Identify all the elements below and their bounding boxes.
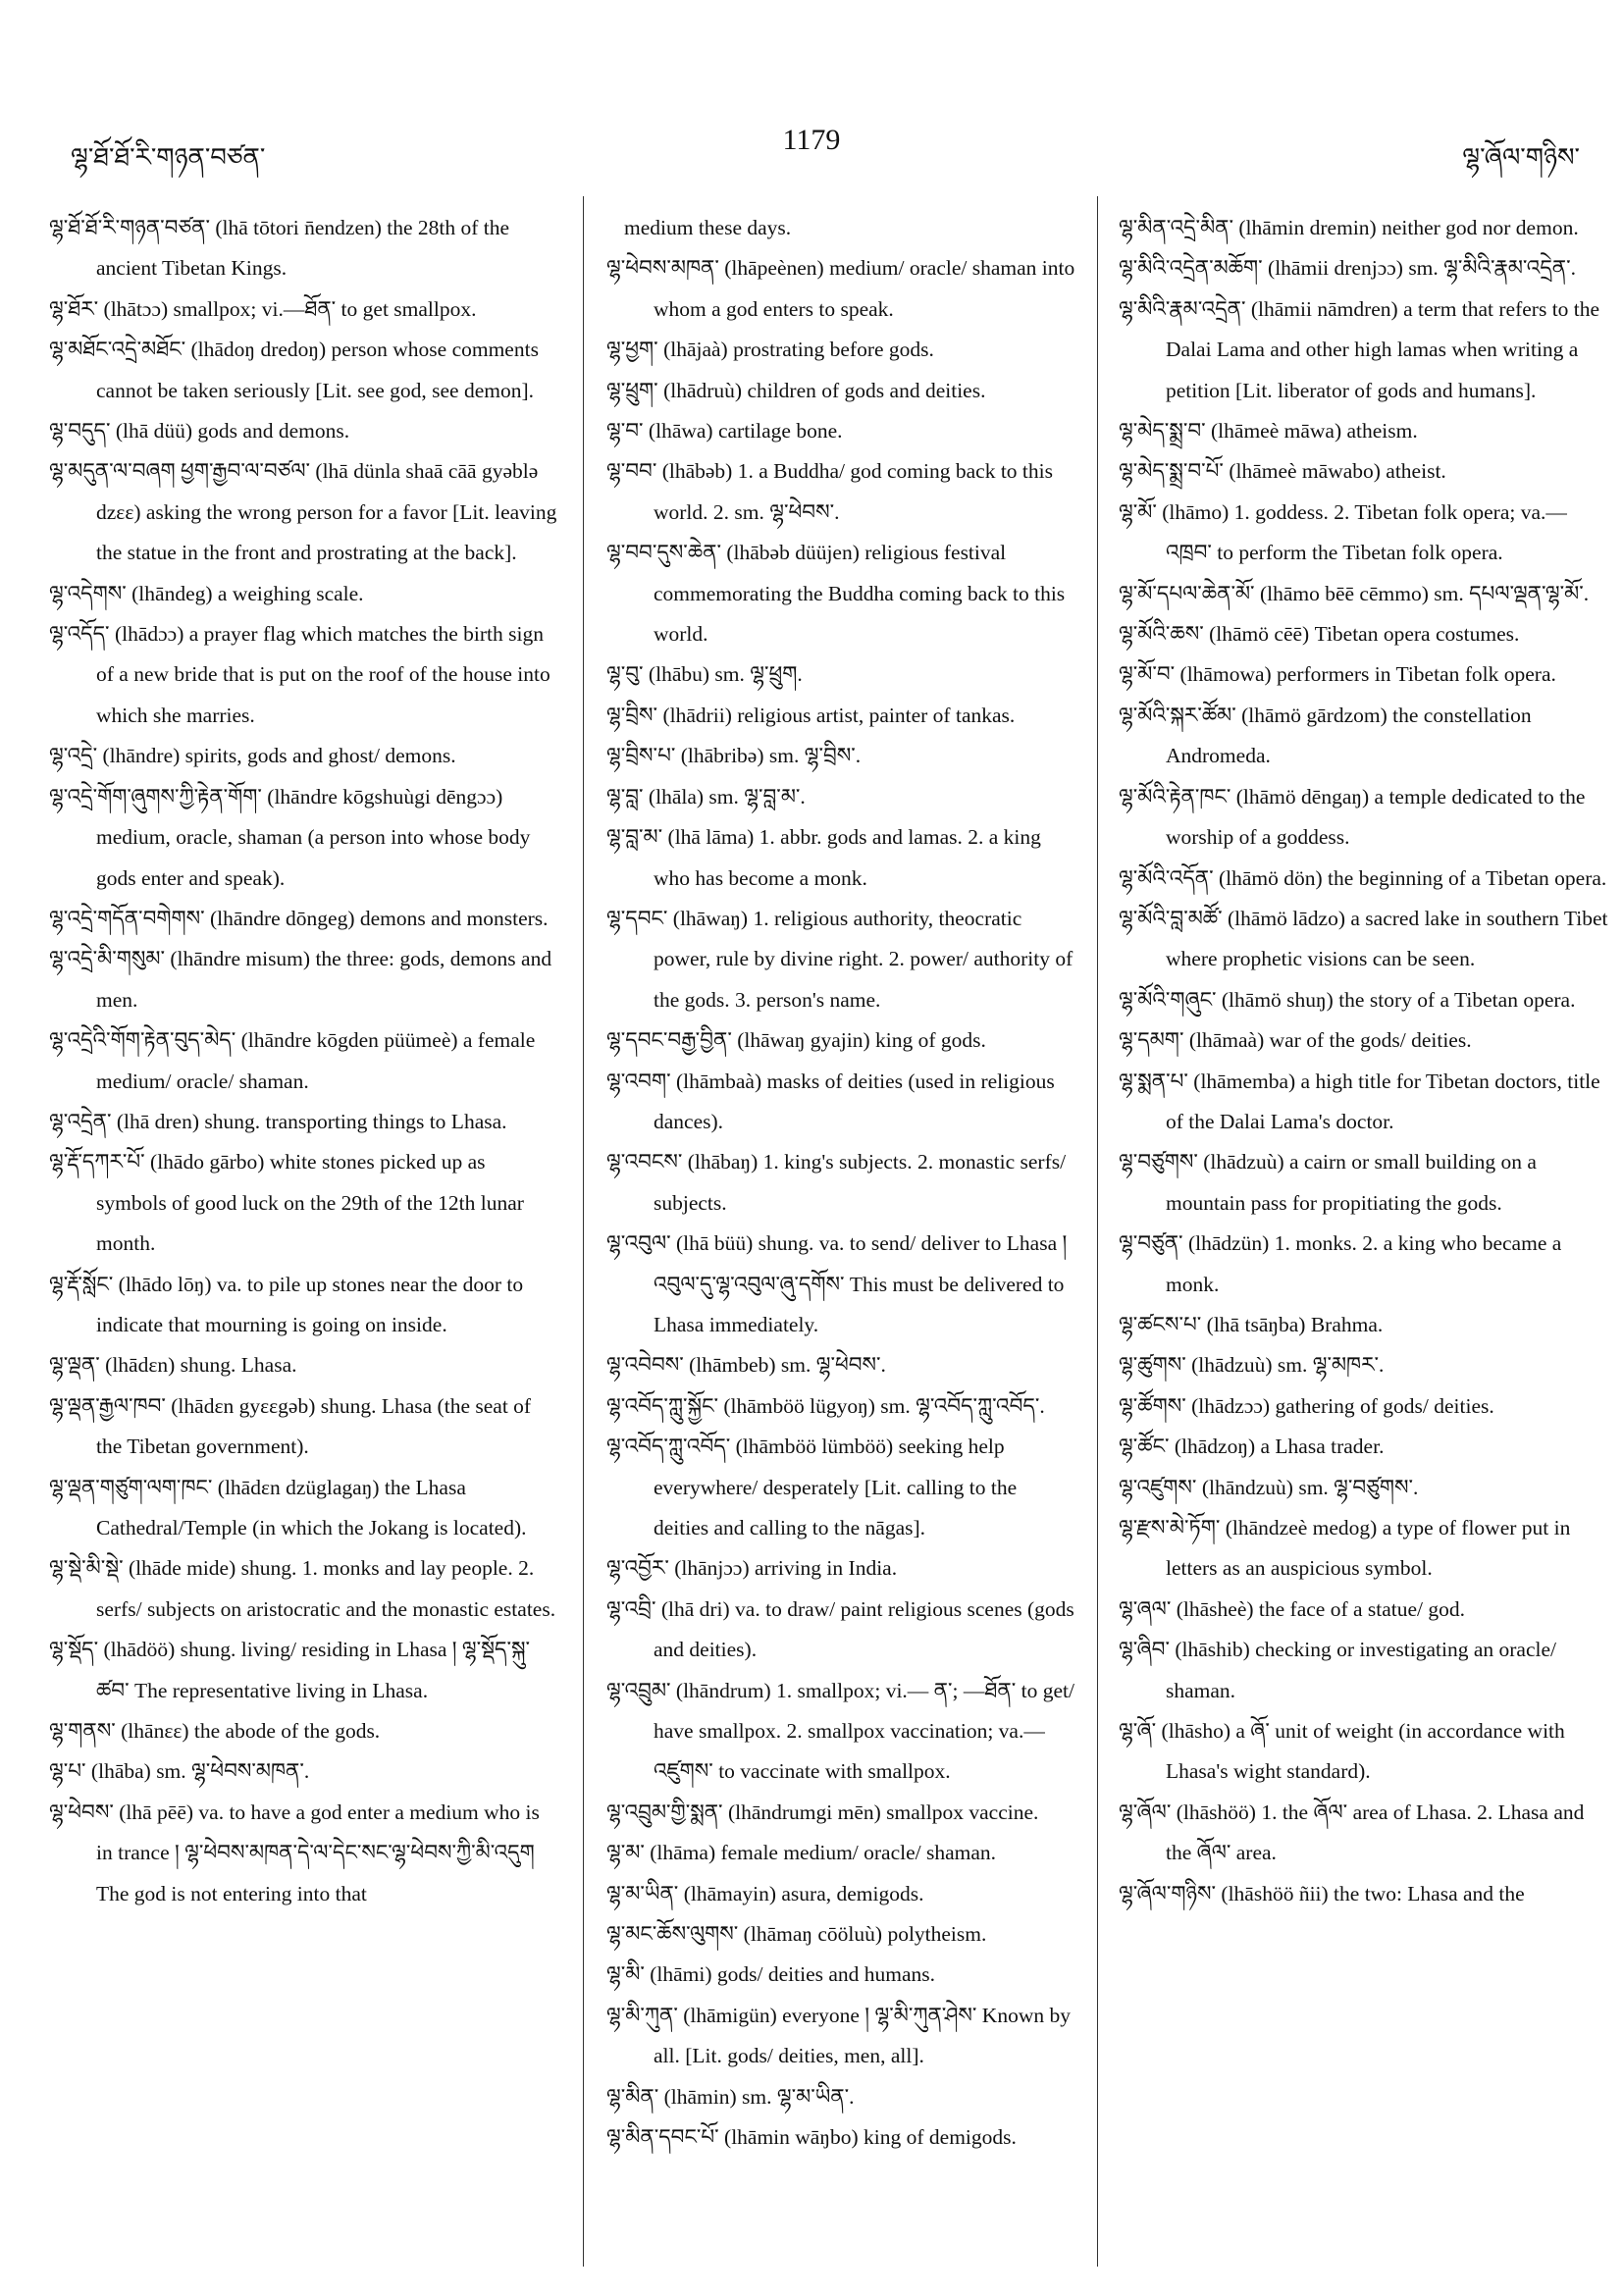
dictionary-entry: ལྷ་མོའི་གཞུང་ (lhāmö shuŋ) the story of a Tibetan opera. xyxy=(1119,987,1576,1012)
dictionary-entry: ལྷ་སྨན་པ་ (lhāmemba) a high title for Tibetan doctors, title of the Dalai Lama's doctor. xyxy=(1119,1069,1600,1133)
dictionary-entry: ལྷ་ཕྱག་ (lhājaà) prostrating before gods. xyxy=(606,338,934,362)
running-head-right: ལྷ་ཞོལ་གཉིས་ xyxy=(1462,143,1580,173)
dictionary-entry: ལྷ་མོ་དཔལ་ཆེན་མོ་ (lhāmo bēē cēmmo) sm. དཔལ་ལྡན་ལྷ་མོ་. xyxy=(1119,581,1590,605)
dictionary-entry: ལྷ་མཐོང་འདྲེ་མཐོང་ (lhādoŋ dredoŋ) person whose comments cannot be taken seriously [Lit. see god, see demon]. xyxy=(49,338,539,402)
dictionary-entry: ལྷ་བླ་མ་ (lhā lāma) 1. abbr. gods and lamas. 2. a king who has become a monk. xyxy=(606,825,1041,890)
dictionary-entry: ལྷ་མོའི་སྐར་ཚོམ་ (lhāmö gārdzom) the constellation Andromeda. xyxy=(1119,703,1532,768)
dictionary-entry: ལྷ་མིན་ (lhāmin) sm. ལྷ་མ་ཡིན་. xyxy=(606,2084,855,2109)
dictionary-entry: ལྷ་ཞོལ་གཉིས་ (lhāshöö ñii) the two: Lhasa and the xyxy=(1119,1881,1525,1905)
dictionary-entry: ལྷ་མང་ཆོས་ལུགས་ (lhāmaŋ cōöluù) polytheism. xyxy=(606,1922,987,1947)
dictionary-entry: ལྷ་ཐོ་ཐོ་རི་གཉན་བཙན་ (lhā tōtori n̄endzen) the 28th of the ancient Tibetan Kings. xyxy=(49,216,510,281)
dictionary-entry: ལྷ་མིའི་འདྲེན་མཆོག་ (lhāmii drenjɔɔ) sm. ལྷ་མིའི་རྣམ་འདྲེན་. xyxy=(1119,256,1577,281)
dictionary-entry: ལྷ་མ་ (lhāma) female medium/ oracle/ shaman. xyxy=(606,1841,997,1865)
dictionary-entry: ལྷ་མེད་སྨྲ་བ་པོ་ (lhāmeè māwabo) atheist. xyxy=(1119,459,1446,484)
dictionary-entry: ལྷ་འབྲུམ་གྱི་སྨན་ (lhāndrumgi mēn) smallpox vaccine. xyxy=(606,1800,1039,1824)
dictionary-entry: ལྷ་འདྲེའི་གོག་རྟེན་བུད་མེད་ (lhāndre kōgden püümeè) a female medium/ oracle/ shaman. xyxy=(49,1028,536,1093)
dictionary-entry: ལྷ་ཞོ་ (lhāsho) a ཞོ་ unit of weight (in accordance with Lhasa's wight standard). xyxy=(1119,1719,1565,1784)
dictionary-entry: ལྷ་འབྲི་ (lhā dri) va. to draw/ paint religious scenes (gods and deities). xyxy=(606,1596,1074,1662)
dictionary-entry: ལྷ་འབྲུམ་ (lhāndrum) 1. smallpox; vi.— ན་; —ཐོན་ to get/ have smallpox. 2. smallpox vaccination; va.—འཛུགས་ to vaccinate with smallpox. xyxy=(606,1678,1074,1784)
dictionary-entry: ལྷ་མི་ཀུན་ (lhāmigün) everyone ། ལྷ་མི་ཀུན་ཤེས་ Known by all. [Lit. gods/ deities, men, all]. xyxy=(606,2003,1071,2068)
dictionary-entry: ལྷ་ཞལ་ (lhāsheè) the face of a statue/ god. xyxy=(1119,1596,1466,1621)
dictionary-entry: ལྷ་འབོད་ཀླུ་སྐྱོང་ (lhāmböö lügyoŋ) sm. ལྷ་འབོད་ཀླུ་འབོད་. xyxy=(606,1393,1045,1418)
dictionary-entry: ལྷ་ཚོང་ (lhādzoŋ) a Lhasa trader. xyxy=(1119,1435,1385,1459)
dictionary-entry: ལྷ་བཙུགས་ (lhādzuù) a cairn or small building on a mountain pass for propitiating the gods. xyxy=(1119,1150,1537,1215)
dictionary-entry: ལྷ་མོའི་བླ་མཚོ་ (lhāmö lādzo) a sacred lake in southern Tibet where prophetic visions can be seen. xyxy=(1119,906,1608,971)
dictionary-entry: ལྷ་རྡོ་དཀར་པོ་ (lhādo gārbo) white stones picked up as symbols of good luck on the 29th of the 12th lunar month. xyxy=(49,1150,524,1256)
dictionary-entry: ལྷ་མེད་སྨྲ་བ་ (lhāmeè māwa) atheism. xyxy=(1119,419,1418,444)
dictionary-entry: ལྷ་འཛུགས་ (lhāndzuù) sm. ལྷ་བཙུགས་. xyxy=(1119,1475,1419,1499)
dictionary-entry: ལྷ་མོའི་འདོན་ (lhāmö dön) the beginning of a Tibetan opera. xyxy=(1119,865,1607,890)
dictionary-entry: ལྷ་འབག་ (lhāmbaà) masks of deities (used in religious dances). xyxy=(606,1069,1055,1133)
dictionary-entry: ལྷ་ལྡན་གཙུག་ལག་ཁང་ (lhādεn dzüglagaŋ) the Lhasa Cathedral/Temple (in which the Jokang is located). xyxy=(49,1475,527,1539)
dictionary-entry: ལྷ་མ་ཡིན་ (lhāmayin) asura, demigods. xyxy=(606,1881,924,1905)
dictionary-entry: ལྷ་བུ་ (lhābu) sm. ལྷ་ཕྲུག. xyxy=(606,662,803,687)
column-divider xyxy=(1097,196,1098,2267)
running-head-left: ལྷ་ཐོ་ཐོ་རི་གཉན་བཙན་ xyxy=(71,143,266,173)
page-header xyxy=(0,116,1623,175)
dictionary-entry: ལྷ་རྫས་མེ་ཏོག་ (lhāndzeè medog) a type of flower put in letters as an auspicious symbol. xyxy=(1119,1516,1571,1581)
dictionary-column-2 xyxy=(606,208,1075,2269)
dictionary-entry: ལྷ་ལྡན་རྒྱལ་ཁབ་ (lhādεn gyεεgəb) shung. Lhasa (the seat of the Tibetan government). xyxy=(49,1393,532,1459)
dictionary-entry: ལྷ་སྡོད་ (lhādöö) shung. living/ residing in Lhasa ། ལྷ་སྡོད་སྐུ་ཚབ་ The representative living in Lhasa. xyxy=(49,1638,531,1702)
dictionary-entry: ལྷ་འབེབས་ (lhāmbeb) sm. ལྷ་ཕེབས་. xyxy=(606,1353,886,1378)
dictionary-entry: ལྷ་ཕྲུག་ (lhādruù) children of gods and deities. xyxy=(606,378,986,402)
dictionary-entry: ལྷ་འབངས་ (lhābaŋ) 1. king's subjects. 2. monastic serfs/ subjects. xyxy=(606,1150,1067,1215)
dictionary-entry: ལྷ་འདྲེ་གོག་ཞུགས་ཀྱི་རྟེན་གོག་ (lhāndre kōgshuùgi dēngɔɔ) medium, oracle, shaman (a person into whose body gods enter and speak). xyxy=(49,784,531,890)
dictionary-entry: ལྷ་གནས་ (lhānεε) the abode of the gods. xyxy=(49,1719,381,1744)
dictionary-entry: ལྷ་བབ་དུས་ཆེན་ (lhābəb düüjen) religious festival commemorating the Buddha coming back to this world. xyxy=(606,541,1066,647)
dictionary-entry: ལྷ་ལྡན་ (lhādεn) shung. Lhasa. xyxy=(49,1353,297,1378)
dictionary-entry: medium these days. xyxy=(624,216,792,239)
dictionary-entry: ལྷ་མདུན་ལ་བཞག ཕྱག་རྒྱབ་ལ་བཙལ་ (lhā dünla shaā cāā gyəblə dzεε) asking the wrong person for a favor [Lit. leaving the statue in the front and prostrating at the back]. xyxy=(49,459,557,565)
dictionary-entry: ལྷ་འདྲེ་གདོན་བགེགས་ (lhāndre dōngeg) demons and monsters. xyxy=(49,906,549,930)
dictionary-entry: ལྷ་དབང་ (lhāwaŋ) 1. religious authority, theocratic power, rule by divine right. 2. power/ authority of the gods. 3. person's name. xyxy=(606,906,1073,1012)
dictionary-entry: ལྷ་སྡེ་མི་སྡེ་ (lhāde mide) shung. 1. monks and lay people. 2. serfs/ subjects on aristocratic and the monastic estates. xyxy=(49,1556,556,1621)
dictionary-entry: ལྷ་བ་ (lhāwa) cartilage bone. xyxy=(606,419,843,444)
dictionary-entry: ལྷ་ཞིབ་ (lhāshib) checking or investigating an oracle/ shaman. xyxy=(1119,1638,1556,1702)
dictionary-entry: ལྷ་ཚུགས་ (lhādzuù) sm. ལྷ་མཁར་. xyxy=(1119,1353,1385,1378)
dictionary-column-1 xyxy=(49,208,559,2269)
dictionary-entry: ལྷ་མོའི་རྟེན་ཁང་ (lhāmö dēngaŋ) a temple dedicated to the worship of a goddess. xyxy=(1119,784,1586,850)
dictionary-entry: ལྷ་འབོད་ཀླུ་འབོད་ (lhāmböö lümböö) seeking help everywhere/ desperately [Lit. calling to the deities and calling to the nāgas]. xyxy=(606,1435,1018,1539)
dictionary-entry: ལྷ་པ་ (lhāba) sm. ལྷ་ཕེབས་མཁན་. xyxy=(49,1759,310,1784)
dictionary-entry: ལྷ་བབ་ (lhābəb) 1. a Buddha/ god coming back to this world. 2. sm. ལྷ་ཕེབས་. xyxy=(606,459,1053,524)
dictionary-entry: ལྷ་བྲིས་ (lhādrii) religious artist, painter of tankas. xyxy=(606,703,1016,727)
dictionary-entry: ལྷ་མི་ (lhāmi) gods/ deities and humans. xyxy=(606,1962,936,1987)
dictionary-entry: ལྷ་ཚངས་པ་ (lhā tsāŋba) Brahma. xyxy=(1119,1312,1384,1336)
dictionary-entry: ལྷ་ཐོར་ (lhātɔɔ) smallpox; vi.—ཐོན་ to get smallpox. xyxy=(49,296,477,321)
dictionary-entry: ལྷ་མིན་འདྲེ་མིན་ (lhāmin dremin) neither god nor demon. xyxy=(1119,216,1579,239)
dictionary-entry: ལྷ་མོ་ (lhāmo) 1. goddess. 2. Tibetan folk opera; va.—འཁྲབ་ to perform the Tibetan folk opera. xyxy=(1119,499,1567,565)
dictionary-entry: ལྷ་མོའི་ཆས་ (lhāmö cēē) Tibetan opera costumes. xyxy=(1119,622,1520,647)
dictionary-entry: ལྷ་བཙུན་ (lhādzün) 1. monks. 2. a king who became a monk. xyxy=(1119,1231,1562,1296)
column-divider xyxy=(583,196,584,2267)
dictionary-entry: ལྷ་འདོད་ (lhādɔɔ) a prayer flag which matches the birth sign of a new bride that is put on the roof of the house into which she marries. xyxy=(49,622,550,727)
dictionary-column-3 xyxy=(1119,208,1609,2269)
dictionary-entry: ལྷ་མོ་བ་ (lhāmowa) performers in Tibetan folk opera. xyxy=(1119,662,1556,687)
dictionary-entry: ལྷ་བྲིས་པ་ (lhābribə) sm. ལྷ་བྲིས་. xyxy=(606,744,862,768)
dictionary-entry: ལྷ་འདྲེ་ (lhāndre) spirits, gods and ghost/ demons. xyxy=(49,744,456,768)
page-number: 1179 xyxy=(782,124,841,156)
dictionary-entry: ལྷ་ཚོགས་ (lhādzɔɔ) gathering of gods/ deities. xyxy=(1119,1393,1494,1418)
dictionary-entry: ལྷ་ཕེབས་ (lhā pēē) va. to have a god enter a medium who is in trance ། ལྷ་ཕེབས་མཁན་དེ་ལ་དེང་སང་ལྷ་ཕེབས་ཀྱི་མི་འདུག The god is not entering into that xyxy=(49,1800,540,1905)
dictionary-entry: ལྷ་བདུད་ (lhā düü) gods and demons. xyxy=(49,419,350,444)
dictionary-entry: ལྷ་བླ་ (lhāla) sm. ལྷ་བླ་མ་. xyxy=(606,784,806,809)
dictionary-entry: ལྷ་འདྲེན་ (lhā dren) shung. transporting things to Lhasa. xyxy=(49,1109,507,1133)
dictionary-entry: ལྷ་འབྱོར་ (lhānjɔɔ) arriving in India. xyxy=(606,1556,898,1581)
dictionary-entry: ལྷ་ཞོལ་ (lhāshöö) 1. the ཞོལ་ area of Lhasa. 2. Lhasa and the ཞོལ་ area. xyxy=(1119,1800,1585,1865)
dictionary-entry: ལྷ་མིའི་རྣམ་འདྲེན་ (lhāmii nāmdren) a term that refers to the Dalai Lama and other high lamas when writing a petition [Lit. liberator of gods and humans]. xyxy=(1119,296,1600,402)
dictionary-entry: ལྷ་རྡོ་སློང་ (lhādo lōŋ) va. to pile up stones near the door to indicate that mourning is going on inside. xyxy=(49,1272,524,1336)
dictionary-entry: ལྷ་འདེགས་ (lhāndeg) a weighing scale. xyxy=(49,581,364,605)
dictionary-entry: ལྷ་འདྲེ་མི་གསུམ་ (lhāndre misum) the three: gods, demons and men. xyxy=(49,947,552,1012)
dictionary-entry: ལྷ་མིན་དབང་པོ་ (lhāmin wāŋbo) king of demigods. xyxy=(606,2125,1017,2150)
dictionary-entry: ལྷ་དབང་བརྒྱ་བྱིན་ (lhāwaŋ gyajin) king of gods. xyxy=(606,1028,986,1053)
dictionary-entry: ལྷ་དམག་ (lhāmaà) war of the gods/ deities. xyxy=(1119,1028,1472,1053)
dictionary-entry: ལྷ་ཕེབས་མཁན་ (lhāpeènen) medium/ oracle/ shaman into whom a god enters to speak. xyxy=(606,256,1075,321)
dictionary-entry: ལྷ་འབུལ་ (lhā büü) shung. va. to send/ deliver to Lhasa ། འབུལ་དུ་ལྷ་འབུལ་ཞུ་དགོས་ This must be delivered to Lhasa immediately. xyxy=(606,1231,1068,1336)
